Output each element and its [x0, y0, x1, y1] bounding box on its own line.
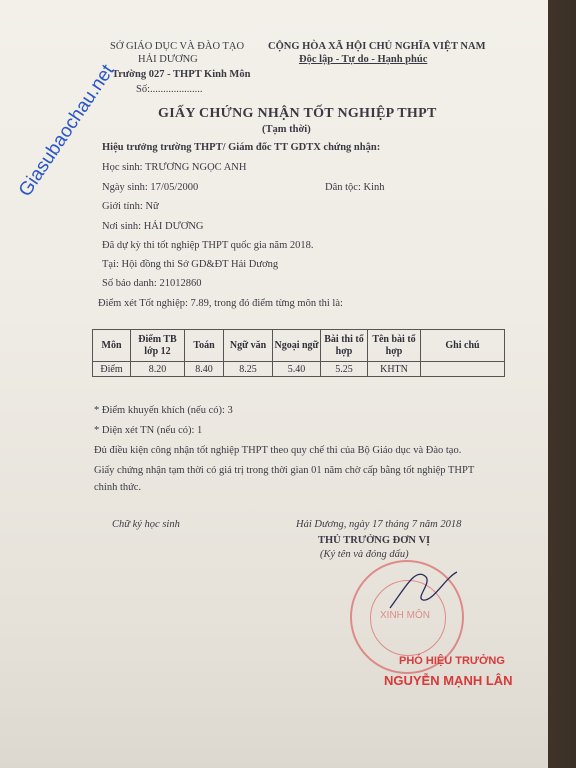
unit-head-title: THỦ TRƯỞNG ĐƠN VỊ — [318, 535, 431, 546]
gender: Giới tính: Nữ — [102, 201, 159, 212]
grades-table — [92, 329, 505, 377]
seal-text: XINH MÔN — [380, 610, 430, 621]
table-cell: 8.25 — [224, 362, 273, 377]
exam-council: Tại: Hội đồng thi Sở GD&ĐT Hải Dương — [102, 259, 279, 270]
eligibility-statement: Đủ điều kiện công nhận tốt nghiệp THPT theo quy chế thi của Bộ Giáo dục và Đào tạo. — [94, 445, 462, 456]
table-row — [93, 362, 505, 377]
principal-signature — [385, 558, 465, 618]
watermark: Giasubaochau.net — [14, 60, 119, 201]
exam-participation: Đã dự kỳ thi tốt nghiệp THPT quốc gia năm 2018. — [102, 240, 314, 251]
table-cell: 8.40 — [185, 362, 224, 377]
certificate-subtitle: (Tạm thời) — [262, 124, 311, 135]
student-signature-label: Chữ ký học sinh — [112, 519, 180, 530]
priority-category: * Diện xét TN (nếu có): 1 — [94, 425, 203, 436]
document-number: Số:.................... — [136, 84, 203, 95]
table-cell: 5.25 — [321, 362, 368, 377]
date-of-birth: Ngày sinh: 17/05/2000 — [102, 182, 199, 193]
bonus-points: * Điểm khuyến khích (nếu có): 3 — [94, 405, 233, 416]
ethnicity: Dân tộc: Kinh — [325, 182, 385, 193]
table-header: Ghi chú — [421, 330, 505, 362]
nation-name: CỘNG HÒA XÃ HỘI CHỦ NGHĨA VIỆT NAM — [268, 41, 486, 52]
nation-motto: Độc lập - Tự do - Hạnh phúc — [299, 54, 428, 65]
table-header-row — [93, 330, 505, 362]
table-header: Ngữ văn — [224, 330, 273, 362]
birthplace: Nơi sinh: HẢI DƯƠNG — [102, 221, 204, 232]
table-cell — [421, 362, 505, 377]
signer-name: NGUYỄN MẠNH LÂN — [384, 673, 513, 688]
student-name: Học sinh: TRƯƠNG NGỌC ANH — [102, 162, 247, 173]
issue-date: Hải Dương, ngày 17 tháng 7 năm 2018 — [296, 519, 462, 530]
signer-role: PHÓ HIỆU TRƯỞNG — [399, 655, 505, 667]
validity-statement-end: chính thức. — [94, 482, 142, 493]
table-header: Điểm TB lớp 12 — [131, 330, 185, 362]
table-header: Toán — [185, 330, 224, 362]
table-header: Tên bài tổ hợp — [368, 330, 421, 362]
certificate-title: GIẤY CHỨNG NHẬN TỐT NGHIỆP THPT — [158, 106, 437, 121]
table-cell: KHTN — [368, 362, 421, 377]
certifier-line: Hiệu trưởng trường THPT/ Giám đốc TT GDTX chứng nhận: — [102, 142, 381, 153]
table-header: Môn — [93, 330, 131, 362]
department-name: SỞ GIÁO DỤC VÀ ĐÀO TẠO — [110, 41, 245, 52]
province-name: HẢI DƯƠNG — [138, 54, 198, 65]
table-cell: 8.20 — [131, 362, 185, 377]
sign-and-seal-note: (Ký tên và đóng dấu) — [320, 549, 409, 560]
table-cell: Điểm — [93, 362, 131, 377]
table-cell: 5.40 — [273, 362, 321, 377]
school-name: Trường 027 - THPT Kinh Môn — [112, 69, 251, 80]
graduation-score: Điểm xét Tốt nghiệp: 7.89, trong đó điểm từng môn thi là: — [98, 298, 343, 309]
table-header: Ngoại ngữ — [273, 330, 321, 362]
validity-statement: Giấy chứng nhận tạm thời có giá trị trong thời gian 01 năm chờ cấp bằng tốt nghiệp THPT — [94, 465, 475, 476]
candidate-number: Số báo danh: 21012860 — [102, 278, 202, 289]
table-header: Bài thi tổ hợp — [321, 330, 368, 362]
